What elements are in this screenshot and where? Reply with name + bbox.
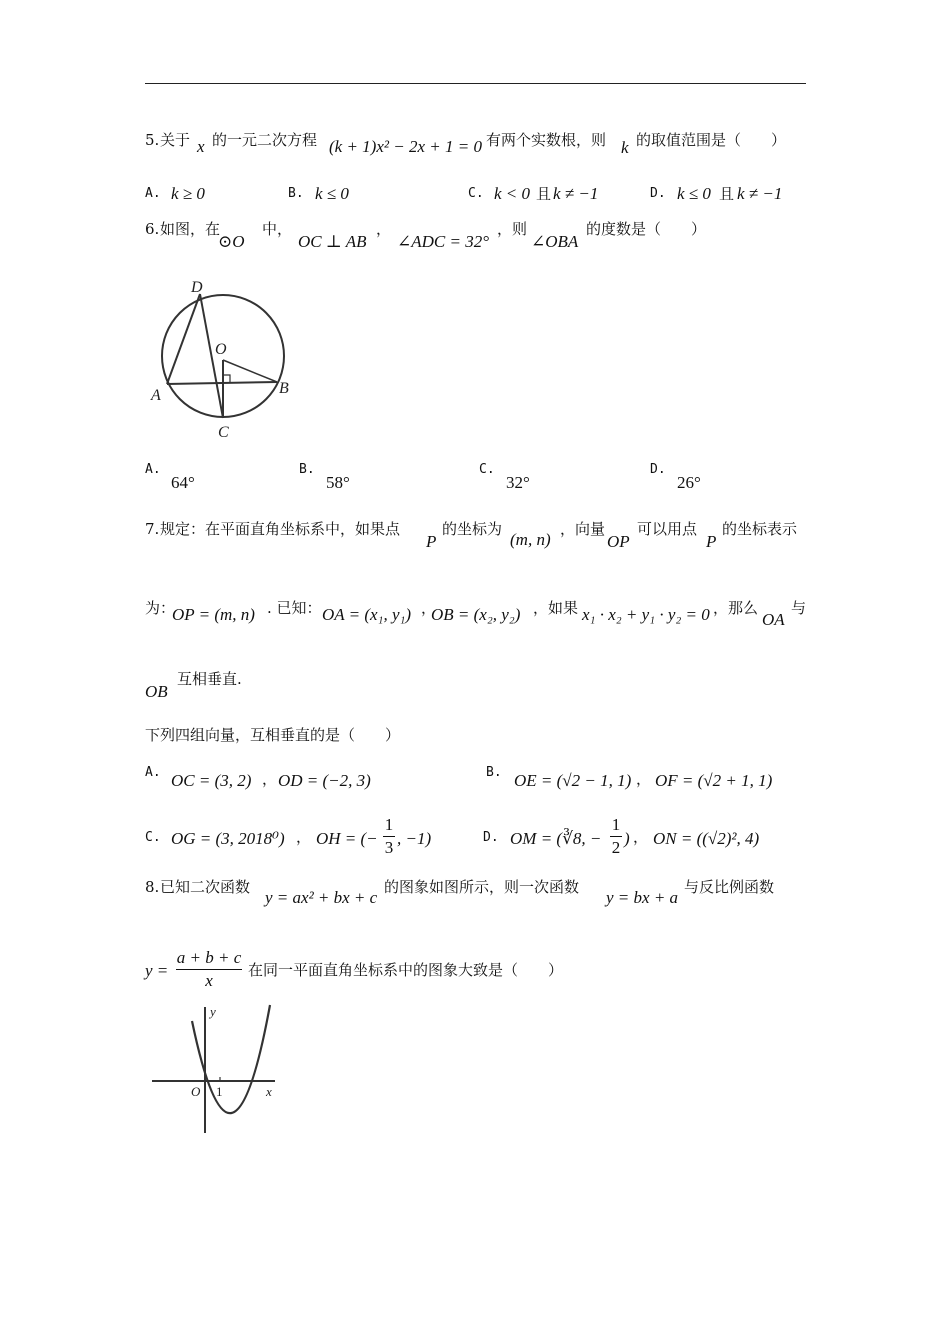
q7-option-d-2: ON = ((√2)², 4) <box>653 829 760 848</box>
q7-ob-eq: OB = (x₂, y₂) <box>431 605 521 624</box>
q5-option-a-letter: A. <box>145 186 161 201</box>
q7-option-b-2: OF = (√2 + 1, 1) <box>655 771 773 790</box>
q6-circle-figure <box>145 272 305 442</box>
q6-line-ob <box>223 360 277 382</box>
q8-t3: 与反比例函数 <box>684 878 775 896</box>
q7-option-a-sep: ， <box>262 770 278 788</box>
q8-y-eq: y = <box>145 961 169 980</box>
q6-right-angle-mark <box>223 375 230 383</box>
q5-number: 5. <box>145 131 160 149</box>
q7-op-eq: OP = (m, n) <box>172 605 255 624</box>
q8-fraction-bar <box>176 969 242 970</box>
q5-suffix1: 有两个实数根，则 <box>486 131 607 149</box>
q6-label-c: C <box>218 424 229 441</box>
q7-line1-a: 规定：在平面直角坐标系中，如果点 <box>160 520 401 538</box>
q8-fraction-numerator: a + b + c <box>176 948 242 967</box>
q7-option-c-1[interactable]: OG = (3, 2018⁰) <box>171 829 285 848</box>
q6-circle-o: ⊙O <box>218 232 245 251</box>
q7-option-a-letter: A. <box>145 765 161 780</box>
q6-option-d[interactable]: 26° <box>677 473 701 492</box>
q7-question: 下列四组向量，互相垂直的是（ ） <box>145 726 401 744</box>
q7-option-a-1[interactable]: OC = (3, 2) <box>171 771 252 790</box>
q7-option-c-letter: C. <box>145 830 161 845</box>
q8-t2: 的图象如图所示，则一次函数 <box>384 878 580 896</box>
q8-label-x: x <box>266 1084 272 1099</box>
q7-option-c-fraction-bar <box>383 836 395 837</box>
q7-line3: 互相垂直. <box>177 670 242 688</box>
q7-line2-e: 与 <box>791 599 807 617</box>
q7-mn: (m, n) <box>510 530 551 549</box>
q8-fraction-denominator: x <box>205 971 213 990</box>
q5-prefix: 关于 <box>160 131 191 149</box>
q5-option-c-math1[interactable]: k < 0 <box>494 184 531 203</box>
q7-vector-op: OP <box>607 532 630 551</box>
q7-option-c-denominator: 3 <box>384 838 394 857</box>
q7-option-b-sep: ， <box>636 770 652 788</box>
q6-line-ad <box>167 294 200 384</box>
q6-condition-2: ∠ADC = 32° <box>397 232 490 251</box>
q8-quadratic: y = ax² + bx + c <box>265 888 378 907</box>
q8-parabola-graph <box>150 1003 290 1143</box>
q7-vector-oa: OA <box>762 610 785 629</box>
q5-equation: (k + 1)x² − 2x + 1 = 0 <box>329 137 482 156</box>
q6-label-b: B <box>279 380 289 397</box>
q8-label-1: 1 <box>216 1084 223 1099</box>
q8-t1: 已知二次函数 <box>160 878 251 896</box>
q7-option-c-numerator: 1 <box>384 815 394 834</box>
q5-option-d-letter: D. <box>650 186 666 201</box>
q7-line2-a: 为： <box>145 599 176 617</box>
q7-option-b-letter: B. <box>486 765 502 780</box>
q7-line1-d: 可以用点 <box>637 520 698 538</box>
q7-option-d-denominator: 2 <box>611 838 621 857</box>
q6-t3: 的度数是（ ） <box>586 220 707 238</box>
q6-t1: 中， <box>262 220 293 238</box>
q6-prefix: 如图，在 <box>160 220 221 238</box>
q7-comma: ， <box>421 599 437 617</box>
q7-option-d-letter: D. <box>483 830 499 845</box>
q8-label-o: O <box>191 1084 201 1099</box>
q5-option-c-letter: C. <box>468 186 484 201</box>
q6-t2: ，则 <box>497 220 528 238</box>
q8-fraction <box>176 948 242 991</box>
q7-option-d-numerator: 1 <box>611 815 621 834</box>
q6-label-d: D <box>191 279 203 296</box>
q6-option-c[interactable]: 32° <box>506 473 530 492</box>
q6-option-a-letter: A. <box>145 462 161 477</box>
q5-option-c-math2: k ≠ −1 <box>553 184 599 203</box>
q6-option-b-letter: B. <box>299 462 315 477</box>
q5-option-b-letter: B. <box>288 186 304 201</box>
q7-option-c-sep: ， <box>296 828 312 846</box>
q7-option-a-2: OD = (−2, 3) <box>278 771 371 790</box>
q7-point-p: P <box>426 532 437 551</box>
q7-option-c-fraction <box>383 815 395 858</box>
q5-option-d-math1[interactable]: k ≤ 0 <box>677 184 711 203</box>
q7-line2-d: ，那么 <box>713 599 759 617</box>
q6-condition-1: OC ⊥ AB <box>298 232 367 251</box>
q7-option-d-1b: ) <box>624 829 630 848</box>
q7-option-b-1[interactable]: OE = (√2 − 1, 1) <box>514 771 632 790</box>
q6-option-c-letter: C. <box>479 462 495 477</box>
q5-option-d-text: 且 <box>719 185 735 203</box>
q7-condition: x₁ · x₂ + y₁ · y₂ = 0 <box>582 605 710 624</box>
q8-parabola-curve <box>192 1005 270 1113</box>
q5-var-x: x <box>197 137 205 156</box>
q6-label-o: O <box>215 341 227 358</box>
q7-option-c-2b: , −1) <box>397 829 432 848</box>
q5-suffix2: 的取值范围是（ ） <box>636 131 787 149</box>
q8-t4: 在同一平面直角坐标系中的图象大致是（ ） <box>248 961 564 979</box>
q7-oa-eq: OA = (x₁, y₁) <box>322 605 412 624</box>
q6-angle-oba: ∠OBA <box>531 232 579 251</box>
q5-option-c-text: 且 <box>536 185 552 203</box>
q7-line2-b: . 已知： <box>267 599 322 617</box>
q7-line2-c: ，如果 <box>533 599 579 617</box>
q7-line1-e: 的坐标表示 <box>722 520 798 538</box>
q8-label-y: y <box>210 1004 216 1019</box>
q6-comma: ， <box>376 220 392 238</box>
q7-option-c-2a: OH = (− <box>316 829 378 848</box>
q7-line1-b: 的坐标为 <box>442 520 503 538</box>
q6-option-a[interactable]: 64° <box>171 473 195 492</box>
q7-vector-ob: OB <box>145 682 168 701</box>
q7-line1-c: ，向量 <box>560 520 606 538</box>
q6-option-b[interactable]: 58° <box>326 473 350 492</box>
q6-option-d-letter: D. <box>650 462 666 477</box>
q7-option-d-1a[interactable]: OM = (∛8, − <box>510 829 602 848</box>
q5-mid: 的一元二次方程 <box>212 131 318 149</box>
q8-number: 8. <box>145 878 160 896</box>
q7-number: 7. <box>145 520 160 538</box>
q7-option-d-sep: ， <box>633 828 649 846</box>
q6-label-a: A <box>151 387 161 404</box>
q8-linear: y = bx + a <box>606 888 679 907</box>
header-rule <box>145 83 806 84</box>
q7-option-d-fraction-bar <box>610 836 622 837</box>
q7-point-p-2: P <box>706 532 717 551</box>
q6-number: 6. <box>145 220 160 238</box>
q5-option-b[interactable]: k ≤ 0 <box>315 184 349 203</box>
q7-option-d-fraction <box>610 815 622 858</box>
q5-var-k: k <box>621 138 629 157</box>
q5-option-a[interactable]: k ≥ 0 <box>171 184 205 203</box>
q5-option-d-math2: k ≠ −1 <box>737 184 783 203</box>
